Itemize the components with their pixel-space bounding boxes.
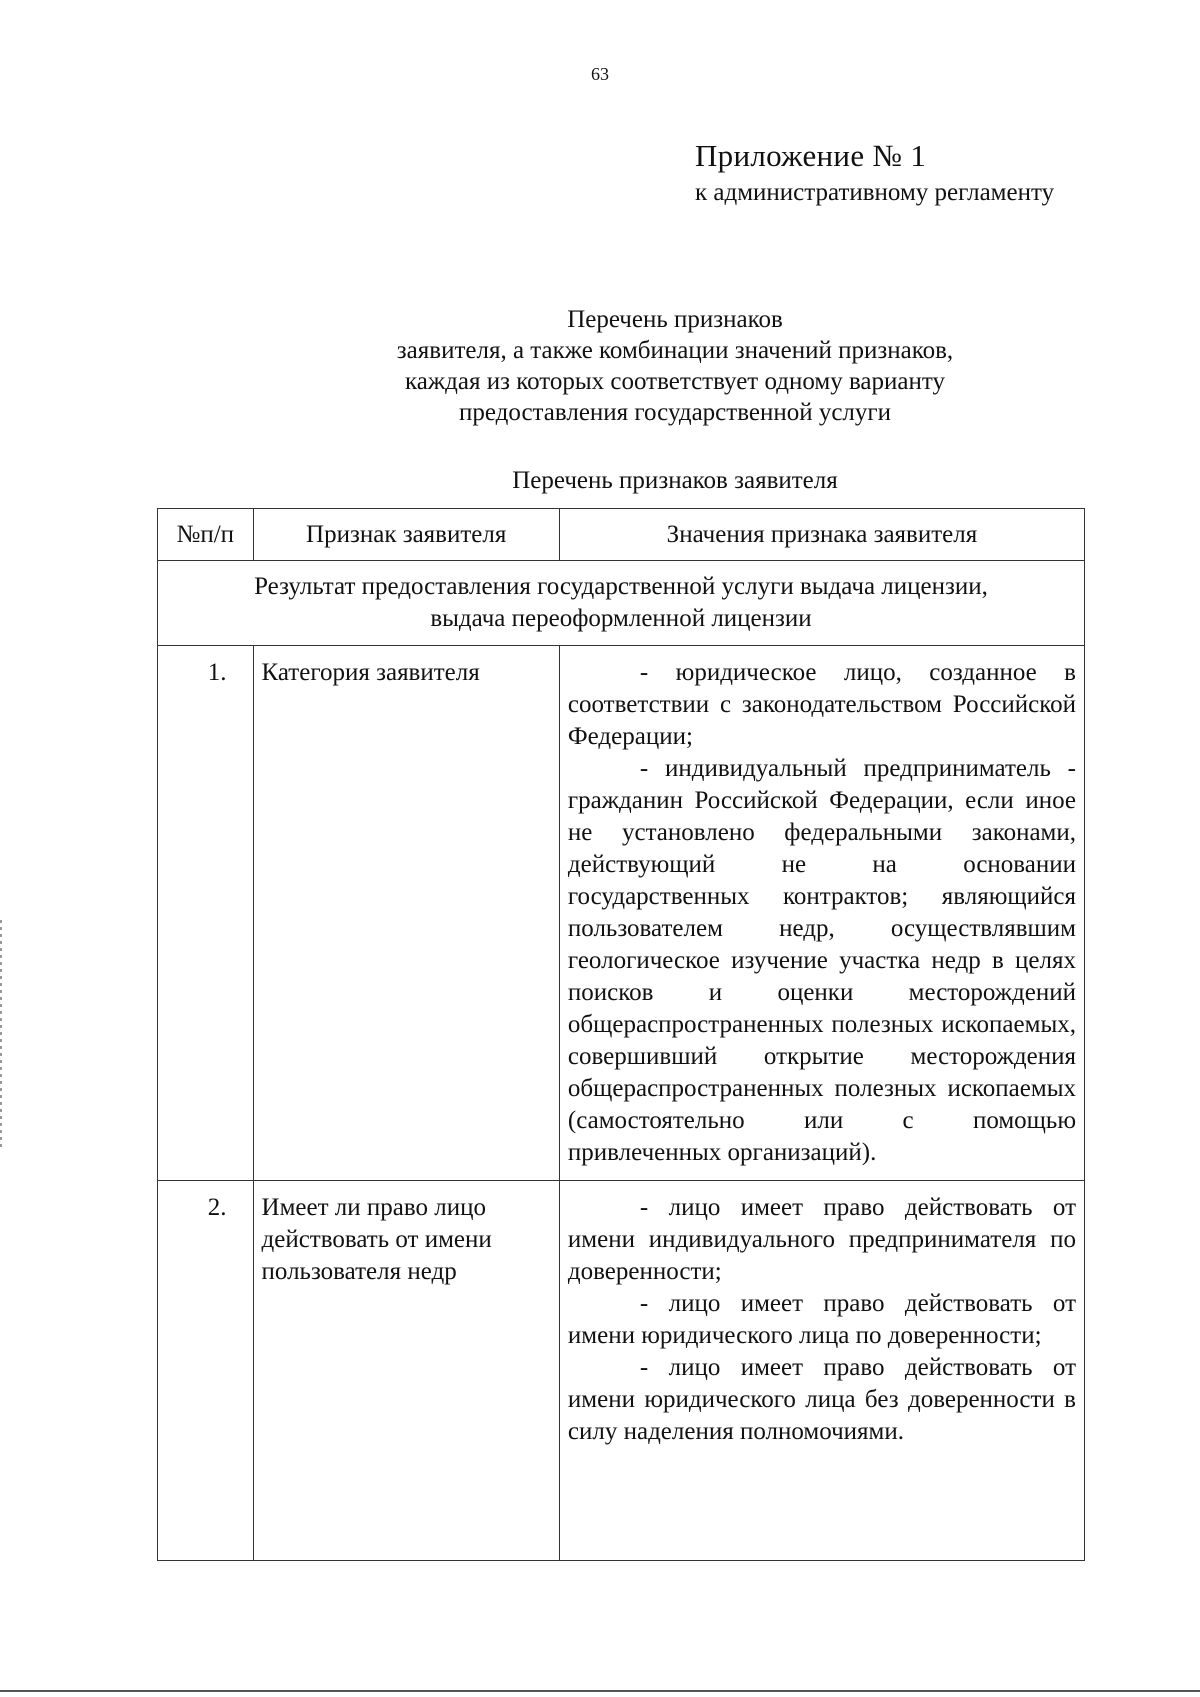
row-sign: Категория заявителя bbox=[253, 646, 559, 1181]
header-values: Значения признака заявителя bbox=[559, 509, 1084, 561]
value-item: - лицо имеет право действовать от имени юридического лица по доверенности; bbox=[567, 1290, 1076, 1349]
value-item: - лицо имеет право действовать от имени юридического лица без доверенности в силу наделения полномочиями. bbox=[567, 1354, 1076, 1445]
table-row bbox=[158, 646, 1085, 1181]
table-section-row bbox=[158, 561, 1085, 646]
annex-title: Приложение № 1 bbox=[695, 138, 927, 173]
section-title bbox=[158, 561, 1085, 646]
header-number: №п/п bbox=[158, 509, 254, 561]
scan-edge-mark bbox=[0, 920, 2, 1150]
table-header-row bbox=[158, 509, 1085, 561]
heading-line: предоставления государственной услуги bbox=[458, 399, 892, 426]
annex-subtitle: к административному регламенту bbox=[695, 179, 1055, 206]
value-item: - юридическое лицо, созданное в соответствии с законодательством Российской Федерации; bbox=[567, 659, 1076, 750]
page-number: 63 bbox=[591, 64, 609, 84]
heading-line: Перечень признаков bbox=[567, 306, 783, 333]
row-number: 1. bbox=[158, 646, 254, 1181]
value-item: - лицо имеет право действовать от имени индивидуального предпринимателя по доверенности; bbox=[567, 1194, 1076, 1285]
heading-line: каждая из которых соответствует одному варианту bbox=[405, 368, 945, 395]
applicant-signs-table bbox=[157, 508, 1085, 1561]
row-values bbox=[559, 1181, 1084, 1561]
section-line: выдача переоформленной лицензии bbox=[430, 605, 812, 632]
value-item: - индивидуальный предприниматель - гражданин Российской Федерации, если иное не установлено федеральными законами, действующий не на основании государственных контрактов; являющийся пользователем недр, осуществлявшим геологическое изучение участка недр в целях поисков и оценки месторождений общераспространенных полезных ископаемых, совершивший открытие месторождения общераспространенных полезных ископаемых (самостоятельно или с помощью привлеченных организаций). bbox=[567, 755, 1076, 1166]
row-values bbox=[559, 646, 1084, 1181]
row-number: 2. bbox=[158, 1181, 254, 1561]
heading-line: заявителя, а также комбинации значений признаков, bbox=[396, 337, 954, 364]
section-line: Результат предоставления государственной услуги выдача лицензии, bbox=[254, 573, 988, 600]
header-sign: Признак заявителя bbox=[253, 509, 559, 561]
table-caption: Перечень признаков заявителя bbox=[512, 467, 838, 494]
row-sign: Имеет ли право лицо действовать от имени пользователя недр bbox=[253, 1181, 559, 1561]
document-heading bbox=[160, 304, 1190, 428]
scan-bottom-line bbox=[0, 1690, 1200, 1692]
table-row bbox=[158, 1181, 1085, 1561]
